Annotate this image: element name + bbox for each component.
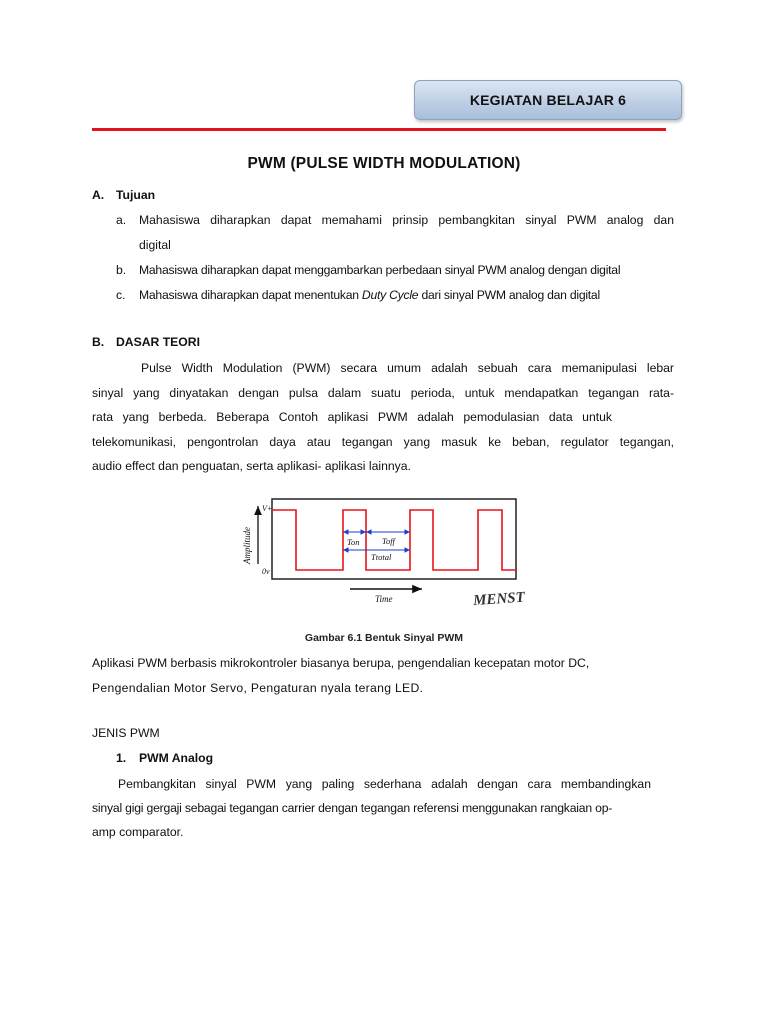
- analog-line-2: sinyal gigi gergaji sebagai tegangan carrier dengan tegangan referensi menggunakan rangkaian op-: [92, 801, 613, 815]
- pwm-analog-marker: 1.: [116, 751, 127, 765]
- toff-label: Toff: [382, 536, 395, 546]
- duty-cycle-term: Duty Cycle: [361, 288, 419, 302]
- theory-line-2: sinyal yang dinyatakan dengan pulsa dalam suatu perioda, untuk mendapatkan tegangan rata-: [92, 386, 674, 400]
- objective-b-text: Mahasiswa diharapkan dapat menggambarkan perbedaan sinyal PWM analog dengan digital: [139, 263, 621, 277]
- x-axis-label: Time: [375, 594, 393, 604]
- objective-c-post: dari sinyal PWM analog dan digital: [418, 288, 600, 302]
- application-line-1: Aplikasi PWM berbasis mikrokontroler biasanya berupa, pengendalian kecepatan motor DC,: [92, 656, 590, 670]
- section-a-marker: A.: [92, 188, 105, 202]
- application-line-2: Pengendalian Motor Servo, Pengaturan nyala terang LED.: [92, 681, 424, 695]
- figure-caption: Gambar 6.1 Bentuk Sinyal PWM: [304, 632, 464, 644]
- objective-a-line2: digital: [139, 238, 171, 252]
- jenis-pwm-heading: JENIS PWM: [92, 726, 160, 740]
- ttotal-label: Ttotal: [371, 552, 392, 562]
- analog-line-3: amp comparator.: [92, 825, 184, 839]
- theory-line-1: Pulse Width Modulation (PWM) secara umum adalah sebuah cara memanipulasi lebar: [141, 361, 674, 375]
- chapter-header-label: KEGIATAN BELAJAR 6: [469, 92, 627, 108]
- page-title: PWM (PULSE WIDTH MODULATION): [247, 155, 521, 172]
- y-axis-label: Amplitude: [242, 527, 252, 564]
- v-top-label: V+: [262, 504, 273, 513]
- theory-line-5: audio effect dan penguatan, serta aplikasi- aplikasi lainnya.: [92, 459, 411, 473]
- objective-c-marker: c.: [116, 288, 126, 302]
- objective-a-marker: a.: [116, 213, 127, 227]
- theory-line-4: telekomunikasi, pengontrolan daya atau tegangan yang masuk ke beban, regulator tegangan,: [92, 435, 674, 449]
- v-bottom-label: 0v: [262, 567, 270, 576]
- objective-a-line1: Mahasiswa diharapkan dapat memahami prinsip pembangkitan sinyal PWM analog dan: [139, 213, 674, 227]
- section-a-heading: Tujuan: [116, 188, 156, 202]
- objective-c-pre: Mahasiswa diharapkan dapat menentukan: [139, 288, 362, 302]
- chapter-header-box: [414, 80, 682, 120]
- pwm-signal-figure: [230, 492, 530, 617]
- ton-label: Ton: [347, 537, 360, 547]
- section-b-heading: DASAR TEORI: [116, 335, 200, 349]
- signature-mark: MENST: [472, 589, 526, 610]
- section-b-marker: B.: [92, 335, 105, 349]
- objective-c-text: [139, 288, 600, 302]
- analog-line-1: Pembangkitan sinyal PWM yang paling sederhana adalah dengan cara membandingkan: [118, 777, 651, 791]
- pwm-analog-heading: PWM Analog: [139, 751, 214, 765]
- theory-line-3: rata yang berbeda. Beberapa Contoh aplikasi PWM adalah pemodulasian data untuk: [92, 410, 612, 424]
- objective-b-marker: b.: [116, 263, 127, 277]
- header-divider: [92, 128, 666, 131]
